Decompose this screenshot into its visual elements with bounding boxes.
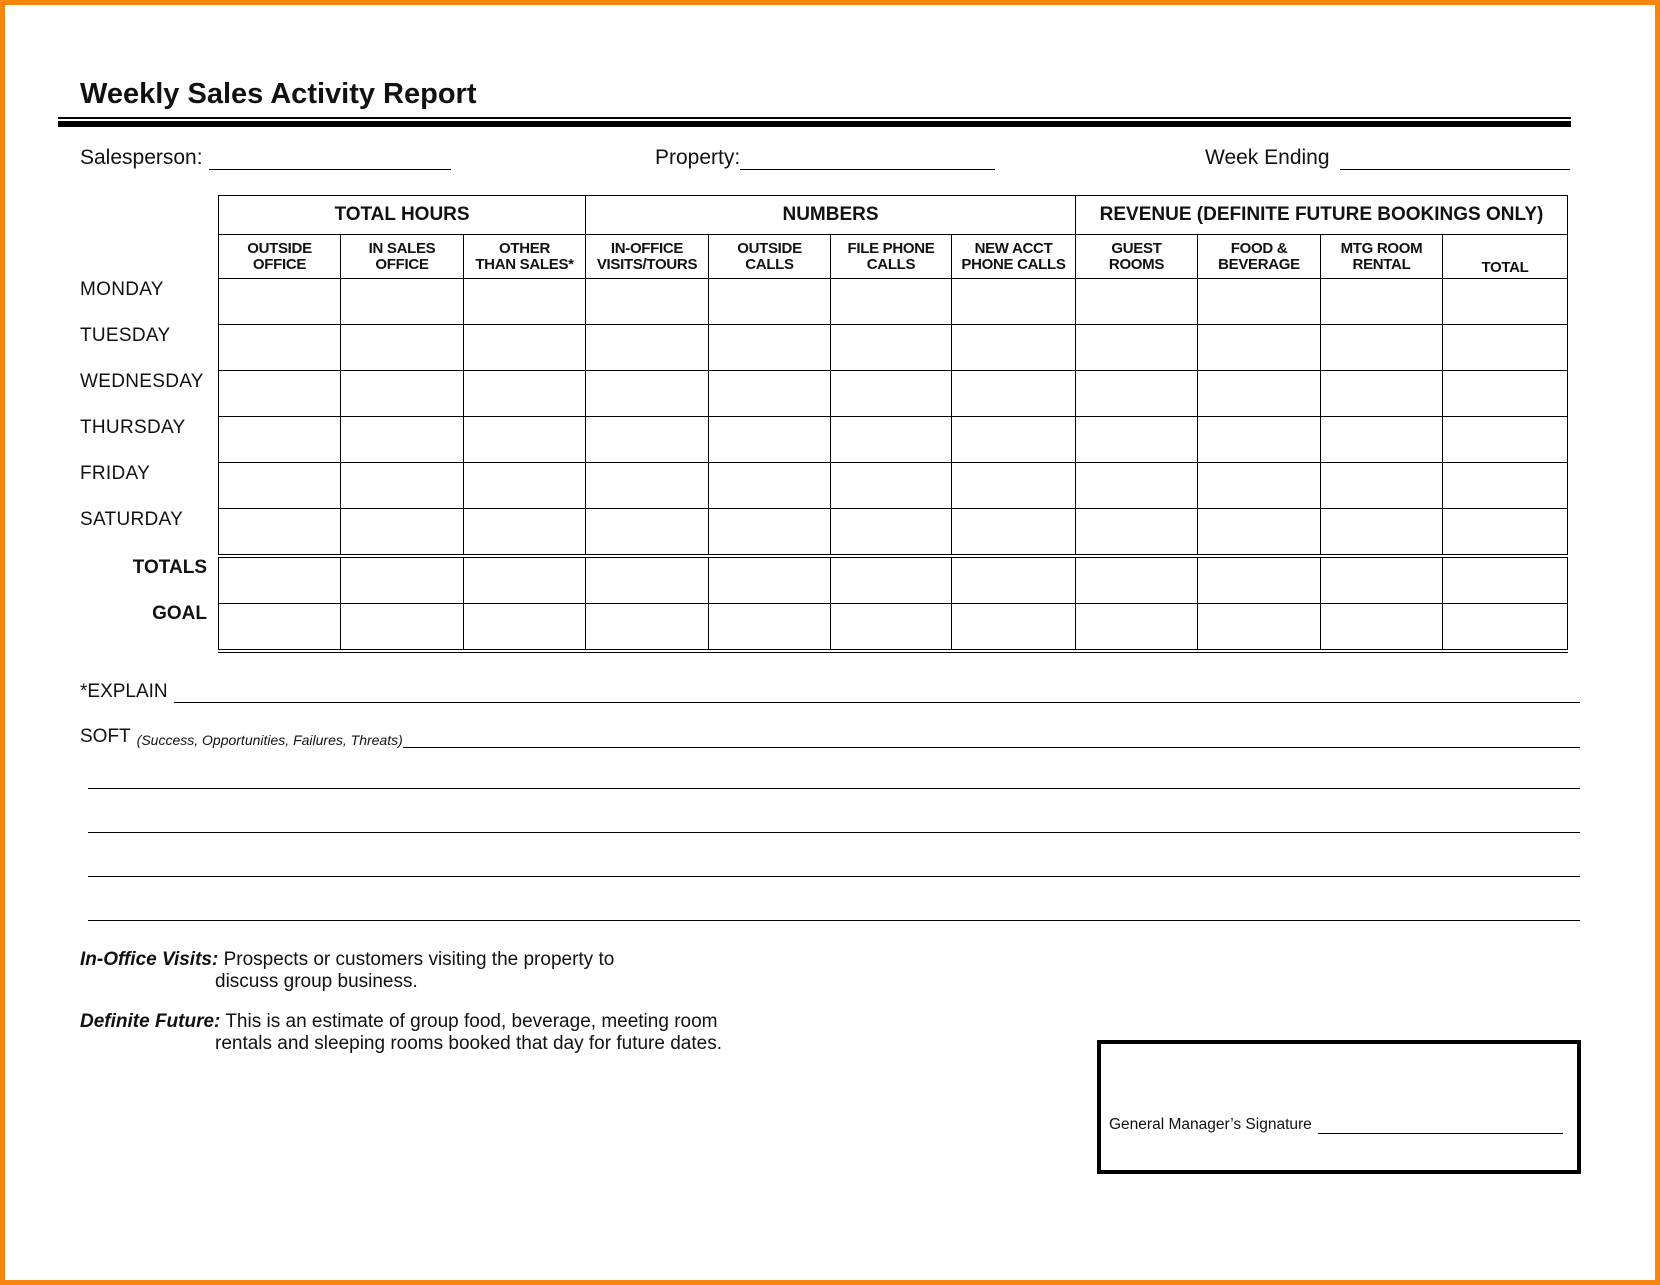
table-cell[interactable] [341,556,464,604]
col-food-beverage: FOOD & BEVERAGE [1198,235,1321,279]
property-label: Property: [655,146,741,169]
table-cell[interactable] [586,556,709,604]
signature-input-line[interactable] [1318,1117,1563,1134]
table-cell[interactable] [1198,509,1321,557]
table-cell[interactable] [464,417,586,463]
col-new-acct-phone-calls: NEW ACCT PHONE CALLS [952,235,1076,279]
writing-line[interactable] [88,788,1580,789]
table-cell[interactable] [831,463,952,509]
explain-field[interactable] [80,681,1580,703]
soft-label: SOFT [80,726,131,747]
table-cell[interactable] [1443,556,1568,604]
note-in-office-visits [80,949,614,993]
table-cell[interactable] [586,509,709,557]
col-mtg-room-rental: MTG ROOM RENTAL [1321,235,1443,279]
row-saturday [219,509,1568,557]
col-guest-rooms: GUEST ROOMS [1076,235,1198,279]
table-cell[interactable] [709,417,831,463]
table-cell[interactable] [1443,509,1568,557]
table-cell[interactable] [1321,556,1443,604]
table-cell[interactable] [1321,463,1443,509]
day-label-tuesday: TUESDAY [80,325,171,346]
table-cell[interactable] [1321,417,1443,463]
col-in-office-visits: IN-OFFICE VISITS/TOURS [586,235,709,279]
goal-label: GOAL [152,603,207,624]
totals-label: TOTALS [132,557,207,578]
table-cell[interactable] [1443,279,1568,325]
week-ending-field[interactable] [1205,146,1570,170]
table-cell[interactable] [341,509,464,557]
table-cell[interactable] [464,463,586,509]
table-cell[interactable] [831,509,952,557]
row-monday [219,279,1568,325]
table-cell[interactable] [952,509,1076,557]
table-cell[interactable] [709,325,831,371]
table-cell[interactable] [1198,463,1321,509]
table-cell[interactable] [464,279,586,325]
writing-line[interactable] [88,832,1580,833]
table-cell[interactable] [1076,325,1198,371]
table-cell[interactable] [586,417,709,463]
report-title: Weekly Sales Activity Report [80,78,477,110]
table-cell[interactable] [464,604,586,652]
table-cell[interactable] [1443,371,1568,417]
table-cell[interactable] [464,371,586,417]
table-cell[interactable] [1198,417,1321,463]
table-cell[interactable] [952,417,1076,463]
soft-field[interactable] [80,726,1580,748]
signature-label: General Manager’s Signature [1109,1116,1312,1133]
table-cell[interactable] [341,325,464,371]
col-outside-office: OUTSIDE OFFICE [219,235,341,279]
table-cell[interactable] [709,371,831,417]
table-cell[interactable] [219,556,341,604]
col-file-phone-calls: FILE PHONE CALLS [831,235,952,279]
table-cell[interactable] [1443,604,1568,652]
day-label-friday: FRIDAY [80,463,151,484]
table-cell[interactable] [464,325,586,371]
table-cell[interactable] [952,463,1076,509]
property-field[interactable] [655,146,995,170]
table-cell[interactable] [1198,371,1321,417]
property-input-line[interactable] [740,147,995,170]
note-term: In-Office Visits: [80,949,219,970]
writing-line[interactable] [88,920,1580,921]
table-cell[interactable] [219,279,341,325]
table-cell[interactable] [1076,417,1198,463]
table-cell[interactable] [219,509,341,557]
activity-table [218,195,1568,653]
day-label-saturday: SATURDAY [80,509,184,530]
table-cell[interactable] [341,604,464,652]
table-cell[interactable] [1321,279,1443,325]
table-cell[interactable] [1198,279,1321,325]
row-goal [219,604,1568,652]
row-friday [219,463,1568,509]
note-text: This is an estimate of group food, beverage, meeting room [225,1011,718,1032]
group-numbers: NUMBERS [586,196,1076,235]
group-revenue: REVENUE (DEFINITE FUTURE BOOKINGS ONLY) [1076,196,1568,235]
note-term: Definite Future: [80,1011,221,1032]
table-cell[interactable] [219,604,341,652]
table-cell[interactable] [831,371,952,417]
day-label-thursday: THURSDAY [80,417,186,438]
table-cell[interactable] [1076,509,1198,557]
table-cell[interactable] [341,371,464,417]
table-cell[interactable] [586,325,709,371]
signature-box [1097,1040,1581,1174]
day-label-wednesday: WEDNESDAY [80,371,204,392]
table-cell[interactable] [219,371,341,417]
table-cell[interactable] [1321,325,1443,371]
table-cell[interactable] [709,604,831,652]
note-definite-future [80,1011,722,1055]
explain-label: *EXPLAIN [80,681,168,702]
writing-line[interactable] [88,876,1580,877]
table-cell[interactable] [1076,463,1198,509]
table-cell[interactable] [586,463,709,509]
salesperson-input-line[interactable] [209,147,451,170]
table-cell[interactable] [219,417,341,463]
table-cell[interactable] [1076,371,1198,417]
table-cell[interactable] [219,325,341,371]
week-ending-label: Week Ending [1205,146,1330,169]
note-text: Prospects or customers visiting the property to [223,949,615,970]
table-cell[interactable] [1443,417,1568,463]
table-cell[interactable] [1321,371,1443,417]
col-total: TOTAL [1443,235,1568,279]
table-cell[interactable] [952,325,1076,371]
table-cell[interactable] [1443,325,1568,371]
table-cell[interactable] [1198,604,1321,652]
title-rule-thick [58,121,1571,127]
table-cell[interactable] [1321,604,1443,652]
note-text: discuss group business. [215,971,418,992]
title-rule-thin [58,117,1571,119]
table-cell[interactable] [341,279,464,325]
table-cell[interactable] [219,463,341,509]
note-text: rentals and sleeping rooms booked that day for future dates. [215,1033,722,1054]
table-cell[interactable] [952,371,1076,417]
table-cell[interactable] [1076,279,1198,325]
table-cell[interactable] [1076,604,1198,652]
signature-field[interactable] [1109,1116,1563,1134]
soft-hint: (Success, Opportunities, Failures, Threats) [136,732,403,748]
table-cell[interactable] [341,417,464,463]
table-cell[interactable] [831,325,952,371]
group-total-hours: TOTAL HOURS [219,196,586,235]
table-cell[interactable] [709,279,831,325]
row-thursday [219,417,1568,463]
table-cell[interactable] [952,604,1076,652]
table-cell[interactable] [709,463,831,509]
col-outside-calls: OUTSIDE CALLS [709,235,831,279]
table-cell[interactable] [952,556,1076,604]
row-wednesday [219,371,1568,417]
table-cell[interactable] [1076,556,1198,604]
salesperson-label: Salesperson: [80,146,203,169]
table-cell[interactable] [1198,325,1321,371]
col-other-than-sales: OTHER THAN SALES* [464,235,586,279]
table-cell[interactable] [831,604,952,652]
salesperson-field[interactable] [80,146,451,170]
table-cell[interactable] [586,604,709,652]
row-tuesday [219,325,1568,371]
explain-input-line[interactable] [174,682,1580,703]
table-cell[interactable] [586,279,709,325]
table-cell[interactable] [464,509,586,557]
table-cell[interactable] [709,509,831,557]
table-cell[interactable] [831,556,952,604]
row-totals [219,556,1568,604]
table-cell[interactable] [831,279,952,325]
table-cell[interactable] [341,463,464,509]
table-cell[interactable] [709,556,831,604]
week-ending-input-line[interactable] [1340,147,1570,170]
table-cell[interactable] [1443,463,1568,509]
table-cell[interactable] [586,371,709,417]
table-cell[interactable] [464,556,586,604]
soft-input-line[interactable] [403,729,1580,748]
col-in-sales-office: IN SALES OFFICE [341,235,464,279]
table-cell[interactable] [1321,509,1443,557]
table-cell[interactable] [1198,556,1321,604]
table-cell[interactable] [952,279,1076,325]
table-cell[interactable] [831,417,952,463]
day-label-monday: MONDAY [80,279,164,300]
